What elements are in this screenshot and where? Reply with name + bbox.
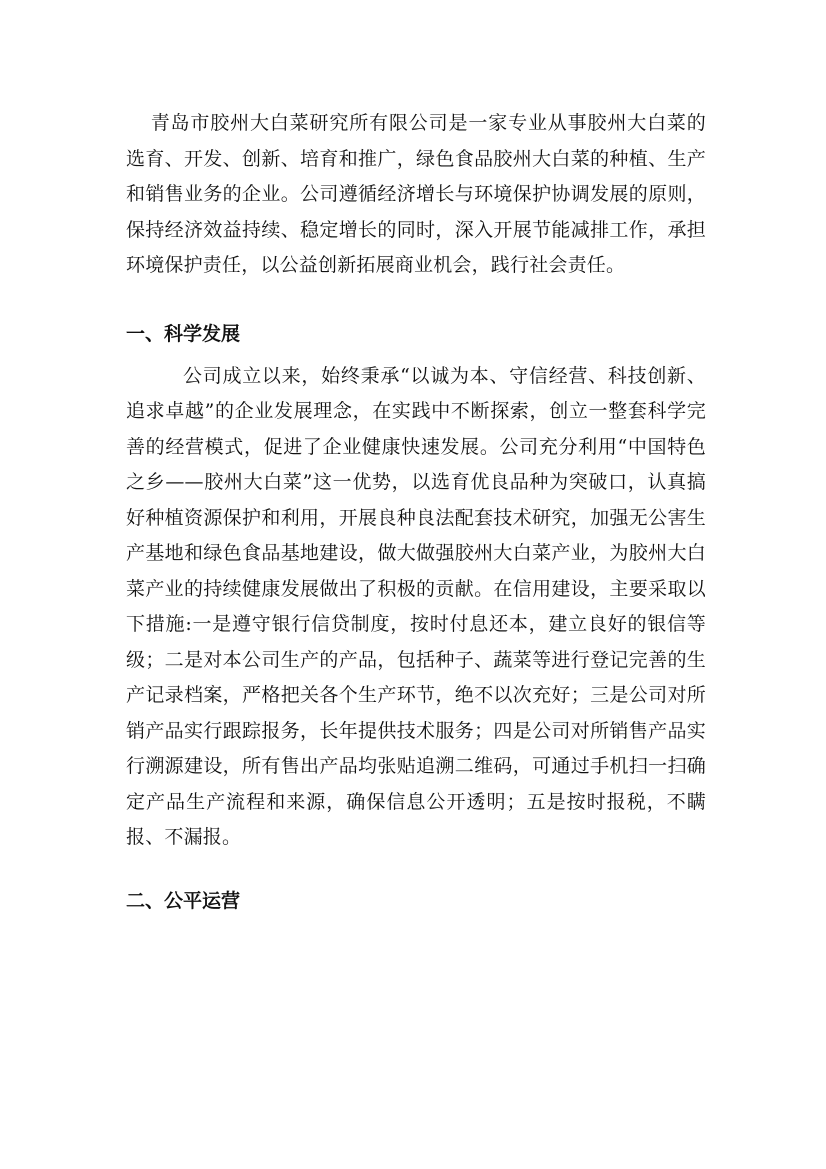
intro-paragraph: 青岛市胶州大白菜研究所有限公司是一家专业从事胶州大白菜的选育、开发、创新、培育和推广，绿色食品胶州大白菜的种植、生产和销售业务的企业。公司遵循经济增长与环境保护协调发展的原则，保持经济效益持续、稳定增长的同时，深入开展节能减排工作，承担环境保护责任，以公益创新拓展商业机会，践行社会责任。 xyxy=(126,112,706,276)
section-paragraph-science-development: 公司成立以来，始终秉承“以诚为本、守信经营、科技创新、追求卓越”的企业发展理念，在实践中不断探索，创立一整套科学完善的经营模式，促进了企业健康快速发展。公司充分利用“中国特色之乡——胶州大白菜”这一优势，以选育优良品种为突破口，认真搞好种植资源保护和利用，开展良种良法配套技术研究，加强无公害生产基地和绿色食品基地建设，做大做强胶州大白菜产业，为胶州大白菜产业的持续健康发展做出了积极的贡献。在信用建设，主要采取以下措施:一是遵守银行信贷制度，按时付息还本，建立良好的银信等级；二是对本公司生产的产品，包括种子、蔬菜等进行登记完善的生产记录档案，严格把关各个生产环节，绝不以次充好；三是公司对所销产品实行跟踪报务，长年提供技术服务；四是公司对所销售产品实行溯源建设，所有售出产品均张贴追溯二维码，可通过手机扫一扫确定产品生产流程和来源，确保信息公开透明；五是按时报税，不瞒报、不漏报。 xyxy=(126,364,706,848)
section-heading-science-development: 一、科学发展 xyxy=(126,322,241,345)
section-heading-fair-operation: 二、公平运营 xyxy=(126,889,241,912)
document-content xyxy=(126,106,706,916)
